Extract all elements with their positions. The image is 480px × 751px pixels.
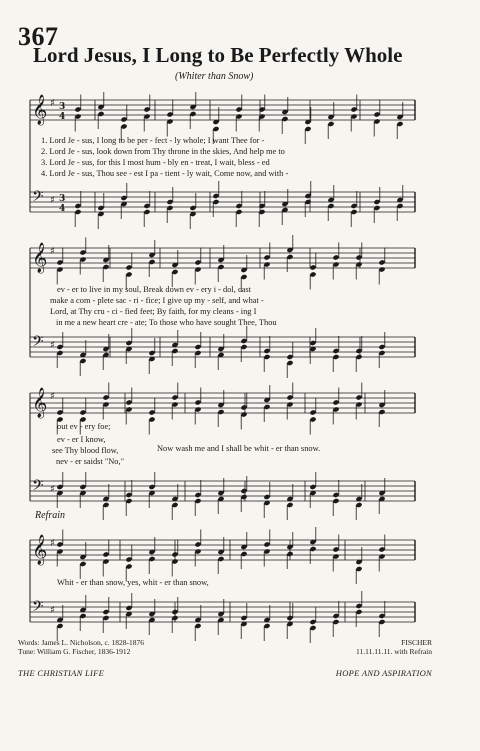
time-signature: 4: [59, 204, 66, 214]
lyric-line: make a com - plete sac - ri - fice; I give up my - self, and what -: [50, 296, 264, 305]
treble-clef: 𝄞: [32, 243, 48, 273]
hymn-subtitle: (Whiter than Snow): [175, 71, 254, 82]
sharp-sign: ♯: [50, 340, 55, 351]
lyric-line: 2. Lord Je - sus, look down from Thy throne in the skies, And help me to: [41, 147, 285, 156]
category-right: HOPE AND ASPIRATION: [335, 668, 432, 678]
lyric-line: Whit - er than snow, yes, whit - er than snow,: [57, 578, 209, 587]
category-left: THE CHRISTIAN LIFE: [18, 668, 105, 678]
treble-clef: 𝄞: [32, 388, 48, 418]
lyric-line: nev - er saidst "No,": [56, 457, 125, 466]
time-signature: 4: [59, 112, 66, 122]
time-signature: 3: [59, 102, 66, 112]
lyric-line: 3. Lord Je - sus, for this I most hum - bly en - treat, I wait, bless - ed: [41, 158, 270, 167]
lyric-line: 4. Lord Je - sus, Thou see - est I pa - tient - ly wait, Come now, and with -: [41, 169, 289, 178]
lyric-line: 1. Lord Je - sus, I long to be per - fect - ly whole; I want Thee for -: [41, 136, 265, 145]
treble-clef: 𝄞: [32, 95, 48, 125]
meter: 11.11.11.11. with Refrain: [356, 647, 432, 656]
words-credit: Words: James L. Nicholson, c. 1828-1876: [18, 638, 145, 647]
sharp-sign: ♯: [50, 391, 55, 402]
lyric-refrain-common: Now wash me and I shall be whit - er than snow.: [157, 444, 321, 453]
sharp-sign: ♯: [50, 195, 55, 206]
tune-credit: Tune: William G. Fischer, 1836-1912: [18, 647, 131, 656]
tune-name: FISCHER: [401, 638, 432, 647]
lyric-line: see Thy blood flow,: [52, 446, 119, 455]
hymn-number: 367: [18, 22, 59, 51]
bass-clef: 𝄢: [32, 477, 44, 498]
time-signature: 3: [59, 194, 66, 204]
bass-clef: 𝄢: [32, 188, 44, 209]
lyric-line: in me a new heart cre - ate; To those who have sought Thee, Thou: [56, 318, 277, 327]
sharp-sign: ♯: [50, 538, 55, 549]
refrain-label: Refrain: [35, 510, 65, 521]
lyric-line: Lord, at Thy cru - ci - fied feet; By faith, for my cleans - ing I: [50, 307, 257, 316]
hymn-title: Lord Jesus, I Long to Be Perfectly Whole: [33, 43, 403, 67]
bass-clef: 𝄢: [32, 333, 44, 354]
bass-clef: 𝄢: [32, 598, 44, 619]
treble-clef: 𝄞: [32, 535, 48, 565]
lyric-line: ev - er I know,: [57, 435, 106, 444]
sharp-sign: ♯: [50, 605, 55, 616]
sharp-sign: ♯: [50, 98, 55, 109]
lyric-line: ev - er to live in my soul, Break down ev - ery i - dol, cast: [57, 285, 251, 294]
sharp-sign: ♯: [50, 484, 55, 495]
sharp-sign: ♯: [50, 246, 55, 257]
lyric-line: out ev - ery foe;: [57, 422, 111, 431]
